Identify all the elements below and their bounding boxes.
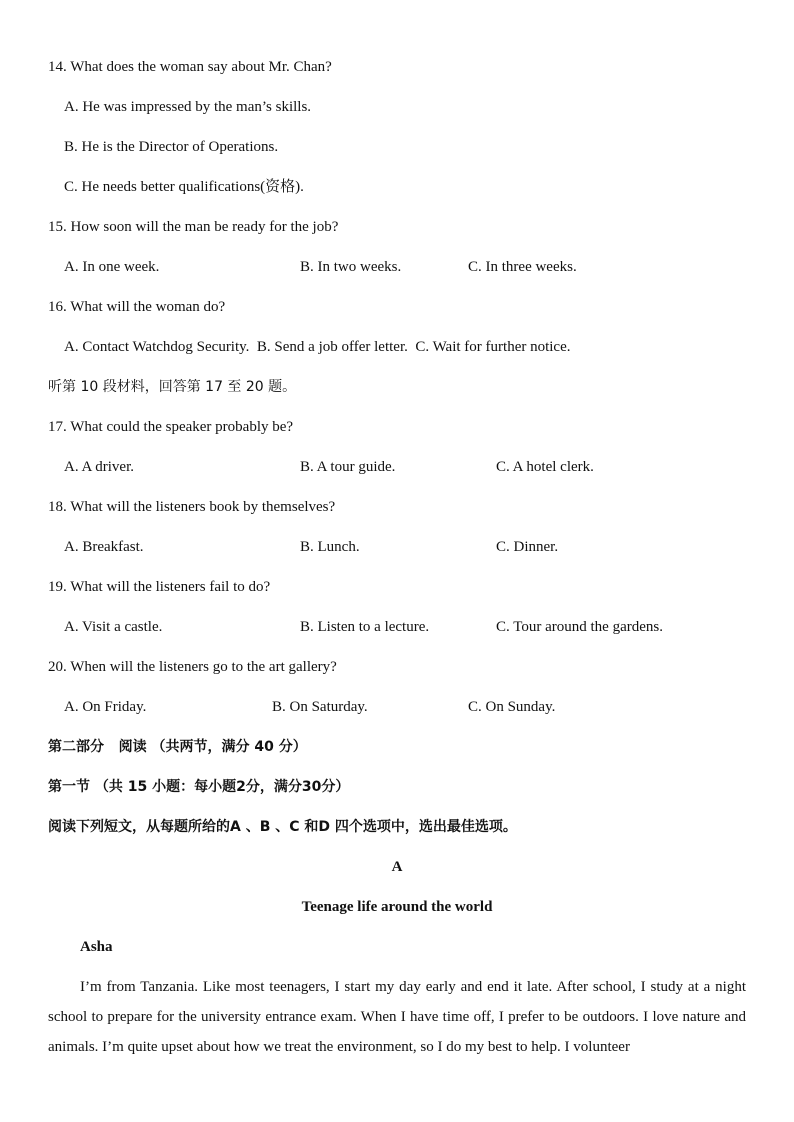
question-14-option-c: C. He needs better qualifications(资格).	[64, 179, 304, 195]
question-19-stem: 19. What will the listeners fail to do?	[48, 579, 271, 595]
question-17-option-a: A. A driver.	[64, 459, 134, 475]
question-19-option-a: A. Visit a castle.	[64, 619, 163, 635]
question-20-option-b: B. On Saturday.	[272, 699, 368, 715]
question-18-stem: 18. What will the listeners book by themselves?	[48, 499, 336, 515]
speaker-name: Asha	[80, 939, 113, 955]
passage-paragraph: I’m from Tanzania. Like most teenagers, I start my day early and end it late. After school, I study at a night school to prepare for the university entrance exam. When I have time off, I prefer to be outdoors. I love nature and animals. I’m quite upset about how we treat the environment, so I do my best to help. I volunteer	[48, 979, 746, 1055]
section-note: 听第 10 段材料，回答第 17 至 20 题。	[48, 379, 297, 395]
section-one-title: 第一节 （共 15 小题：每小题2分，满分30分）	[48, 779, 350, 795]
question-14-option-b: B. He is the Director of Operations.	[64, 139, 279, 155]
question-14-stem: 14. What does the woman say about Mr. Chan?	[48, 59, 332, 75]
question-15-option-c: C. In three weeks.	[468, 259, 577, 275]
question-16-options: A. Contact Watchdog Security. B. Send a job offer letter. C. Wait for further notice.	[64, 339, 571, 355]
passage-title: Teenage life around the world	[301, 899, 493, 915]
question-17-stem: 17. What could the speaker probably be?	[48, 419, 294, 435]
question-14-option-a: A. He was impressed by the man’s skills.	[64, 99, 312, 115]
question-16-stem: 16. What will the woman do?	[48, 299, 226, 315]
question-20-stem: 20. When will the listeners go to the art gallery?	[48, 659, 337, 675]
question-18-option-c: C. Dinner.	[496, 539, 559, 555]
question-18-option-b: B. Lunch.	[300, 539, 360, 555]
question-15-stem: 15. How soon will the man be ready for the job?	[48, 219, 339, 235]
question-18-option-a: A. Breakfast.	[64, 539, 144, 555]
question-19-option-b: B. Listen to a lecture.	[300, 619, 430, 635]
question-20-option-a: A. On Friday.	[64, 699, 147, 715]
question-20-option-c: C. On Sunday.	[468, 699, 556, 715]
question-15-option-b: B. In two weeks.	[300, 259, 402, 275]
reading-instruction: 阅读下列短文，从每题所给的A 、B 、C 和D 四个选项中，选出最佳选项。	[48, 819, 517, 835]
part-two-title: 第二部分 阅读 （共两节，满分 40 分）	[48, 739, 307, 755]
question-19-option-c: C. Tour around the gardens.	[496, 619, 663, 635]
passage-letter: A	[391, 859, 403, 875]
question-17-option-b: B. A tour guide.	[300, 459, 396, 475]
question-15-option-a: A. In one week.	[64, 259, 160, 275]
question-17-option-c: C. A hotel clerk.	[496, 459, 594, 475]
